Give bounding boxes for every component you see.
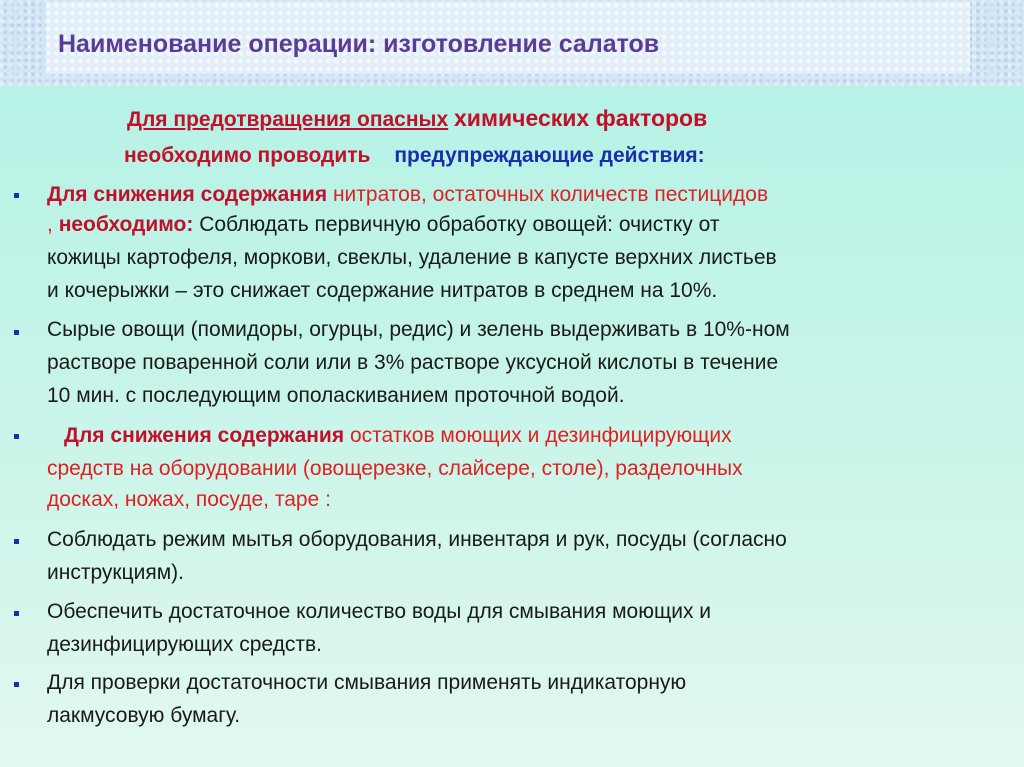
list-item-6-line-1: Для проверки достаточности смывания применять индикаторную — [47, 671, 687, 694]
list-item-5-line-2: дезинфицирующих средств. — [47, 633, 322, 656]
item-1-comma: , — [47, 213, 53, 236]
list-item-3-line-2: средств на оборудовании (овощерезке, слайсере, столе), разделочных — [47, 457, 743, 480]
heading-text-c: необходимо проводить — [124, 144, 371, 167]
list-item-3-line-3: досках, ножах, посуде, таре : — [47, 488, 331, 511]
bullet-marker — [14, 193, 19, 198]
bullet-marker — [14, 434, 19, 439]
list-item-2-line-2: растворе поваренной соли или в 3% растворе уксусной кислоты в течение — [47, 351, 779, 374]
page-title: Наименование операции: изготовление салатов — [58, 30, 660, 58]
bullet-marker — [14, 611, 19, 616]
list-item-1-line-2 — [47, 213, 719, 237]
item-3-bold: Для снижения содержания — [64, 424, 345, 447]
bullet-marker — [14, 330, 19, 335]
list-item-5-line-1: Обеспечить достаточное количество воды для смывания моющих и — [47, 600, 712, 623]
list-item-2-line-3: 10 мин. с последующим ополаскиванием проточной водой. — [47, 384, 625, 407]
list-item-2-line-1: Сырые овощи (помидоры, огурцы, редис) и зелень выдерживать в 10%-ном — [47, 318, 790, 341]
list-item-3-line-1 — [47, 424, 732, 448]
heading-text-b: химических факторов — [454, 105, 708, 131]
heading-line-2 — [124, 144, 705, 168]
heading-text-d: предупреждающие действия: — [394, 144, 705, 167]
item-1-necessary: необходимо: — [58, 213, 194, 236]
list-item-1-line-3: кожицы картофеля, моркови, свеклы, удаление в капусте верхних листьев — [47, 246, 777, 269]
list-item-4-line-2: инструкциям). — [47, 561, 184, 584]
list-item-6-line-2: лакмусовую бумагу. — [47, 704, 241, 727]
heading-text-a: Для предотвращения опасных — [127, 108, 449, 131]
bullet-marker — [14, 682, 19, 687]
item-3-red: остатков моющих и дезинфицирующих — [344, 424, 732, 447]
item-1-text: Соблюдать первичную обработку овощей: очистку от — [193, 213, 720, 236]
bullet-marker — [14, 539, 19, 544]
item-1-red: нитратов, остаточных количеств пестицидов — [327, 183, 769, 206]
heading-line-1 — [127, 106, 707, 132]
list-item-1-line-1 — [47, 183, 768, 207]
list-item-4-line-1: Соблюдать режим мытья оборудования, инвентаря и рук, посуды (согласно — [47, 528, 787, 551]
item-1-bold: Для снижения содержания — [47, 183, 328, 206]
list-item-1-line-4: и кочерыжки – это снижает содержание нитратов в среднем на 10%. — [47, 279, 718, 302]
